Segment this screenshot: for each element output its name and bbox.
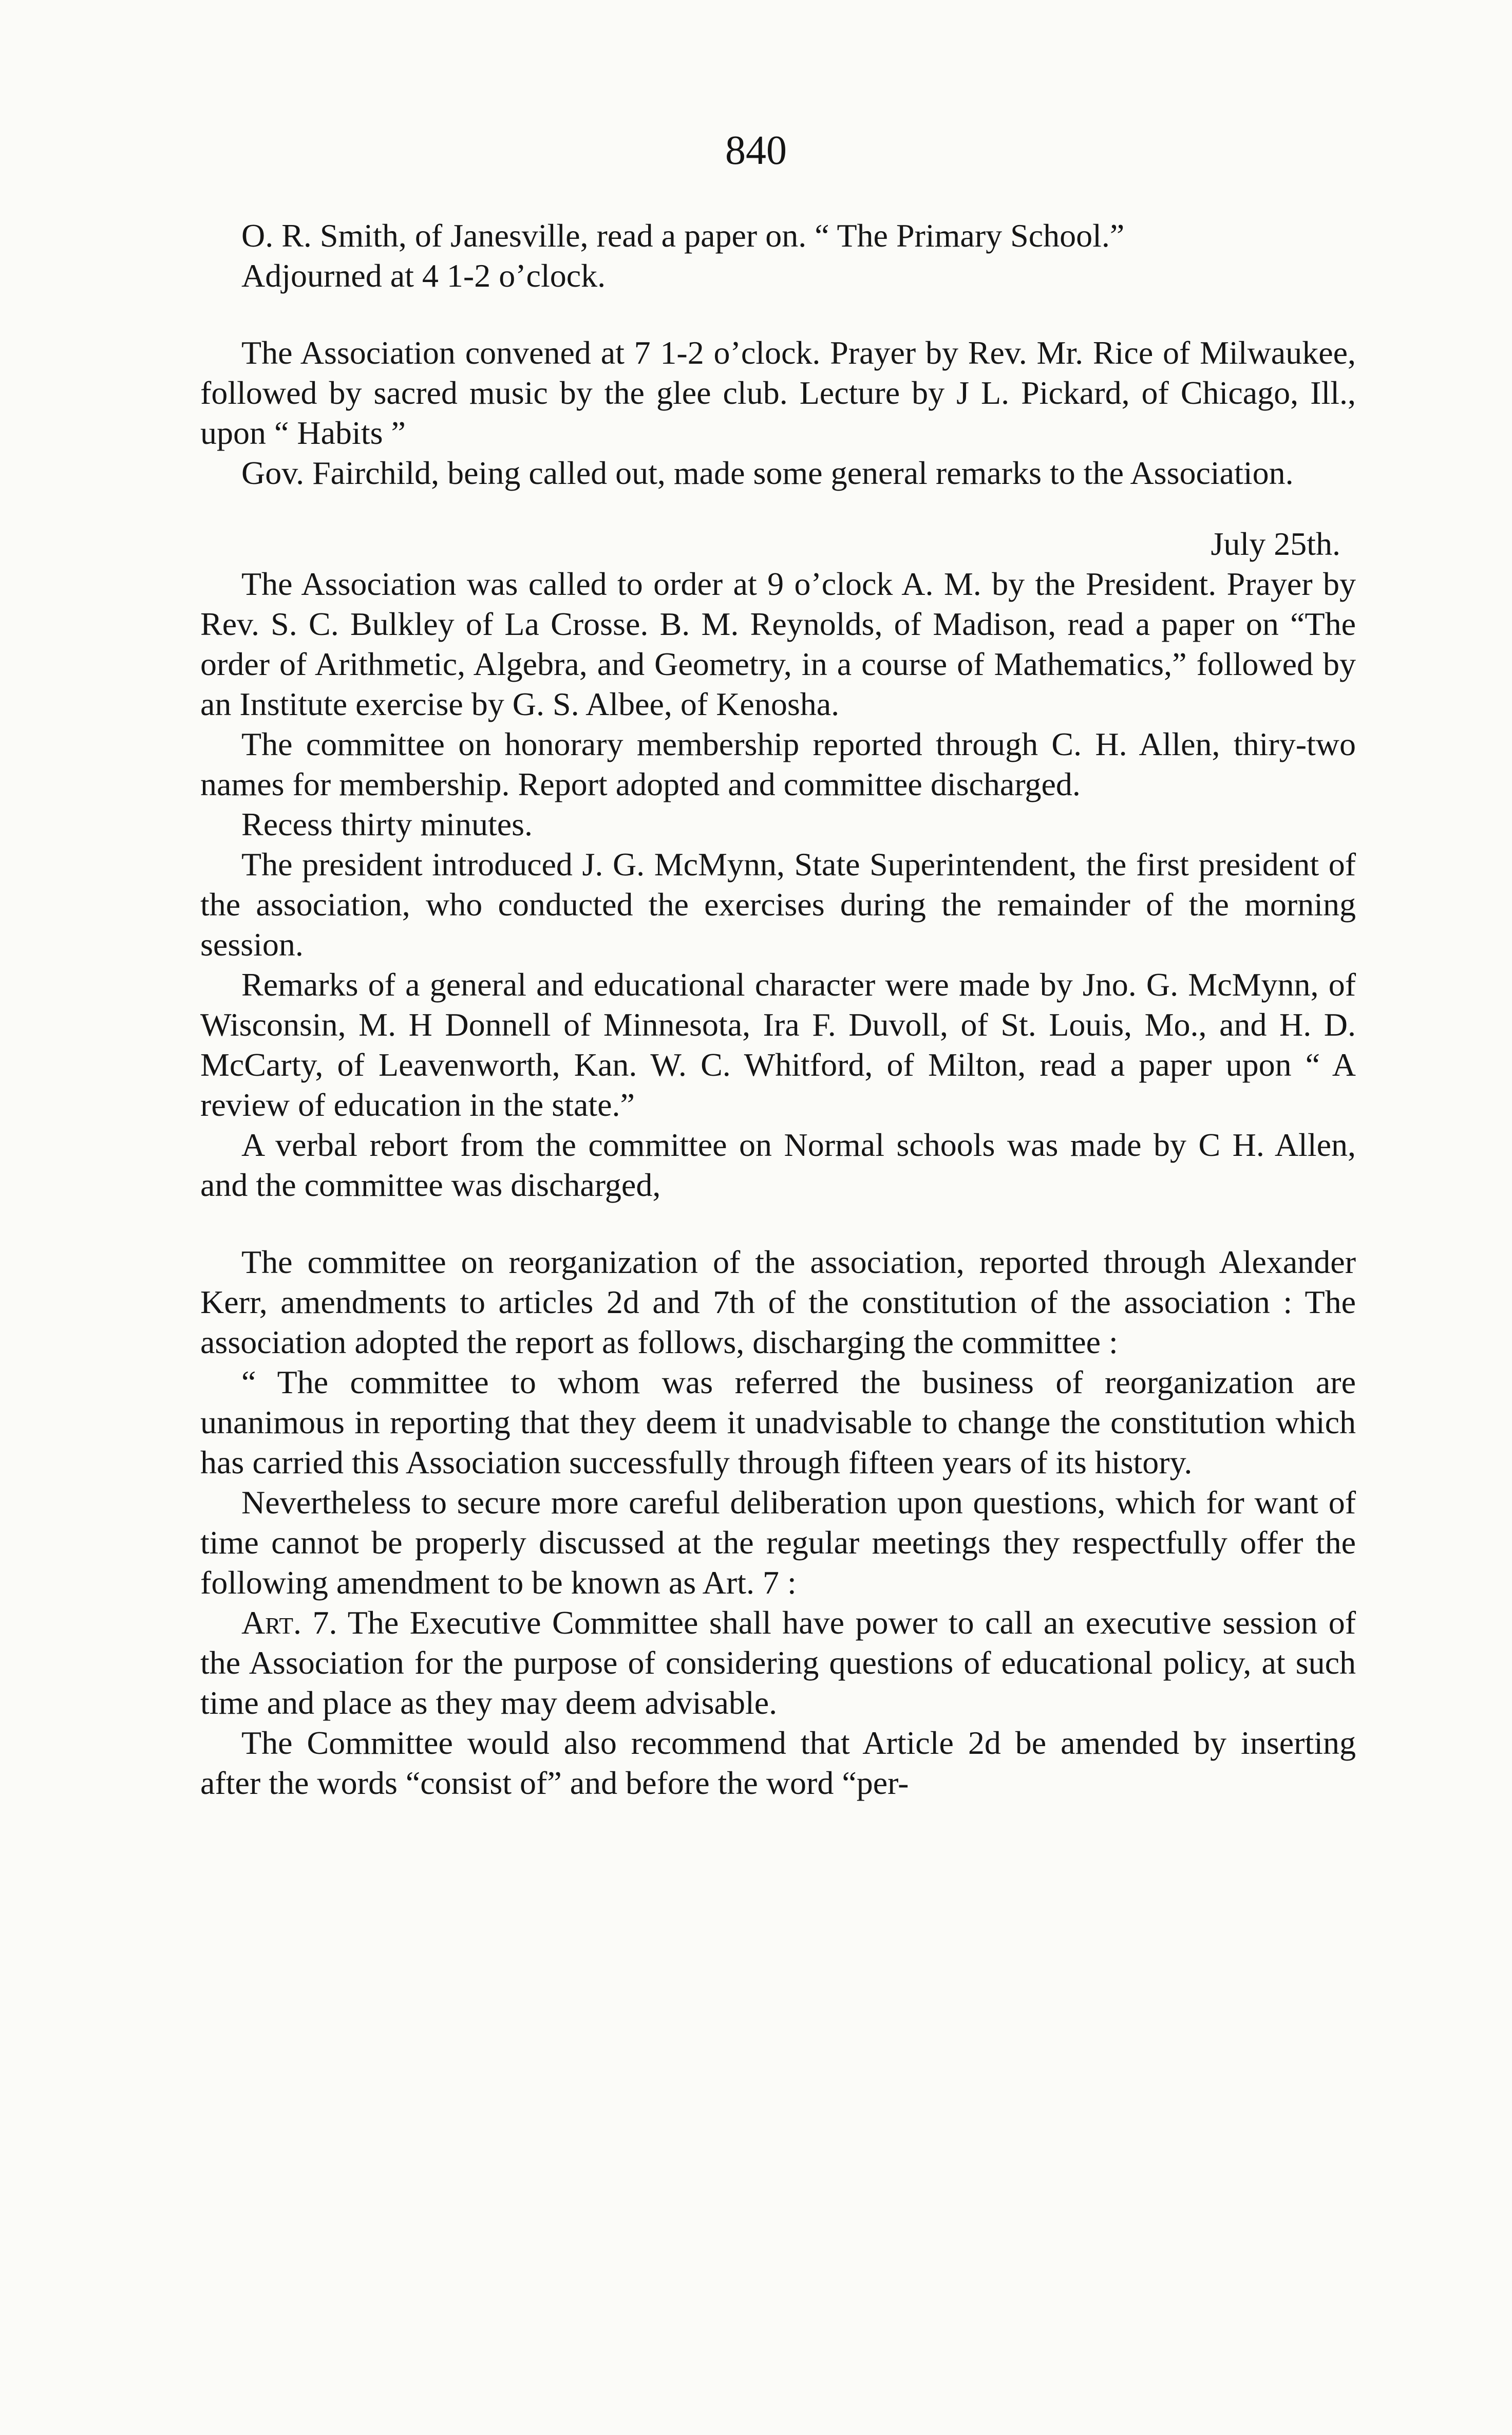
article-paragraph [200,1603,1356,1723]
article-label: Art. 7. [241,1604,337,1641]
paragraph: The Committee would also recommend that Article 2d be amended by inserting after the words “consist of” and before the word “per- [200,1725,1356,1801]
body-text [200,216,1356,1803]
paragraph: A verbal rebort from the committee on Normal schools was made by C H. Allen, and the committee was discharged, [200,1127,1356,1203]
paragraph: The committee on reorganization of the association, reported through Alexander Kerr, amendments to articles 2d and 7th of the constitution of the association : The association adopted the report as follows, discharging the committee : [200,1244,1356,1360]
paragraph: The Association was called to order at 9 o’clock A. M. by the President. Prayer by Rev. S. C. Bulkley of La Crosse. B. M. Reynolds, of Madison, read a paper on “The order of Arithmetic, Algebra, and Geometry, in a course of Mathematics,” followed by an Institute exercise by G. S. Albee, of Kenosha. [200,566,1356,722]
paragraph: Gov. Fairchild, being called out, made some general remarks to the Association. [241,455,1294,491]
quoted-paragraph: Nevertheless to secure more careful deliberation upon questions, which for want of time cannot be properly discussed at the regular meetings they respectfully offer the following amendment to be known as Art. 7 : [200,1484,1356,1601]
page-number: 840 [725,128,787,173]
paragraph: O. R. Smith, of Janesville, read a paper on. “ The Primary School.” [241,217,1125,254]
article-text: The Executive Committee shall have power to call an executive session of the Association for the purpose of considering questions of educational policy, at such time and place as they may deem advisable. [200,1604,1356,1721]
date-heading: July 25th. [1211,526,1340,562]
paragraph: The president introduced J. G. McMynn, State Superintendent, the first president of the association, who conducted the exercises during the remainder of the morning session. [200,846,1356,963]
paragraph: The Association convened at 7 1-2 o’clock. Prayer by Rev. Mr. Rice of Milwaukee, followed by sacred music by the glee club. Lecture by J L. Pickard, of Chicago, Ill., upon “ Habits ” [200,334,1356,451]
paragraph: Remarks of a general and educational character were made by Jno. G. McMynn, of Wisconsin, M. H Donnell of Minnesota, Ira F. Duvoll, of St. Louis, Mo., and H. D. McCarty, of Leavenworth, Kan. W. C. Whitford, of Milton, read a paper upon “ A review of education in the state.” [200,966,1356,1123]
paragraph: Recess thirty minutes. [241,806,533,842]
quoted-paragraph: “ The committee to whom was referred the business of reorganization are unanimous in reporting that they deem it unadvisable to change the constitution which has carried this Association successfully through fifteen years of its history. [200,1364,1356,1481]
paragraph: Adjourned at 4 1-2 o’clock. [241,257,606,294]
paragraph: The committee on honorary membership reported through C. H. Allen, thiry-two names for membership. Report adopted and committee discharged. [200,726,1356,802]
